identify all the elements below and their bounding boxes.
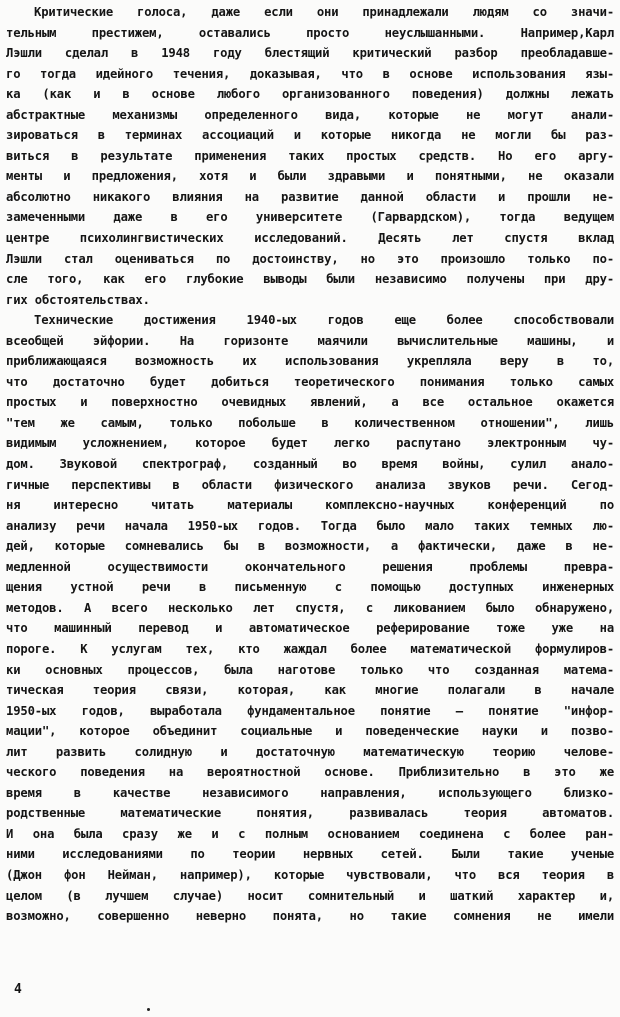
text-line: возможно, совершенно неверно понята, но такие сомнения не имели xyxy=(6,909,614,924)
text-line: (Джон фон Нейман, например), которые чувствовали, что вся теория в xyxy=(6,867,614,882)
text-line: лит развить солидную и достаточную математическую теорию челове- xyxy=(6,744,614,759)
text-line: менты и предложения, хотя и были здравыми и понятными, не оказали xyxy=(6,169,614,184)
text-line: дей, которые сомневались бы в возможности, а фактически, даже в не- xyxy=(6,539,614,554)
text-line: гих обстоятельствах. xyxy=(6,292,150,307)
text-line: дом. Звуковой спектрограф, созданный во время войны, сулил анало- xyxy=(6,457,614,472)
text-line: мации", которое объединит социальные и поведенческие науки и позво- xyxy=(6,724,614,739)
text-line: тельным престижем, оставались просто неуслышанными. Например,Карл xyxy=(6,25,614,40)
text-line: тическая теория связи, которая, как многие полагали в начале xyxy=(6,683,614,698)
page-number: 4 xyxy=(14,982,22,997)
text-line: виться в результате применения таких простых средств. Но его аргу- xyxy=(6,148,614,163)
print-speck xyxy=(147,1008,150,1011)
text-line: время в качестве независимого направления, использующего близко- xyxy=(6,785,614,800)
text-line: го тогда идейного течения, доказывая, что в основе использования язы- xyxy=(6,66,614,81)
text-line: ня интересно читать материалы комплексно-научных конференций по xyxy=(6,498,614,513)
text-line: щения устной речи в письменную с помощью доступных инженерных xyxy=(6,580,614,595)
text-line: всеобщей эйфории. На горизонте маячили вычислительные машины, и xyxy=(6,333,614,348)
text-line: ки основных процессов, была наготове только что созданная матема- xyxy=(6,662,614,677)
text-line: 1950-ых годов, выработала фундаментальное понятие — понятие "инфор- xyxy=(6,703,614,718)
text-line: целом (в лучшем случае) носит сомнительный и шаткий характер и, xyxy=(6,888,614,903)
text-line: родственные математические понятия, развивалась теория автоматов. xyxy=(6,806,614,821)
text-line: что машинный перевод и автоматическое реферирование тоже уже на xyxy=(6,621,614,636)
text-line: методов. А всего несколько лет спустя, с ликованием было обнаружено, xyxy=(6,600,614,615)
text-line: ними исследованиями по теории нервных сетей. Были такие ученые xyxy=(6,847,614,862)
text-line: абстрактные механизмы определенного вида, которые не могут анали- xyxy=(6,107,614,122)
text-line: замеченными даже в его университете (Гарвардском), тогда ведущем xyxy=(6,210,614,225)
text-line: ка (как и в основе любого организованного поведения) должны лежать xyxy=(6,87,614,102)
text-line: простых и поверхностно очевидных явлений, а все остальное окажется xyxy=(6,395,614,410)
text-line: пороге. К услугам тех, кто жаждал более математической формулиров- xyxy=(6,641,614,656)
body-text xyxy=(6,2,614,927)
text-line: центре психолингвистических исследований. Десять лет спустя вклад xyxy=(6,231,614,246)
text-line: Технические достижения 1940-ых годов еще более способствовали xyxy=(34,313,614,328)
text-line: И она была сразу же и с полным основанием соединена с более ран- xyxy=(6,826,614,841)
text-line: абсолютно никакого влияния на развитие данной области и прошли не- xyxy=(6,189,614,204)
text-line: сле того, как его глубокие выводы были независимо получены при дру- xyxy=(6,272,614,287)
text-line: гичные перспективы в области физического анализа звуков речи. Сегод- xyxy=(6,477,614,492)
text-line: медленной осуществимости окончательного решения проблемы превра- xyxy=(6,559,614,574)
text-line: приближающаяся возможность их использования укрепляла веру в то, xyxy=(6,354,614,369)
text-line: Лэшли сделал в 1948 году блестящий критический разбор преобладавше- xyxy=(6,46,614,61)
text-line: "тем же самым, только побольше в количественном отношении", лишь xyxy=(6,415,614,430)
text-line: Критические голоса, даже если они принадлежали людям со значи- xyxy=(34,5,614,19)
text-line: анализу речи начала 1950-ых годов. Тогда было мало таких темных лю- xyxy=(6,518,614,533)
text-line: ческого поведения на вероятностной основе. Приблизительно в это же xyxy=(6,765,614,780)
text-line: видимым усложнением, которое будет легко распутано электронным чу- xyxy=(6,436,614,451)
text-line: что достаточно будет добиться теоретического понимания только самых xyxy=(6,374,614,389)
text-line: Лэшли стал оцениваться по достоинству, но это произошло только по- xyxy=(6,251,614,266)
text-line: зироваться в терминах ассоциаций и которые никогда не могли бы раз- xyxy=(6,128,614,143)
